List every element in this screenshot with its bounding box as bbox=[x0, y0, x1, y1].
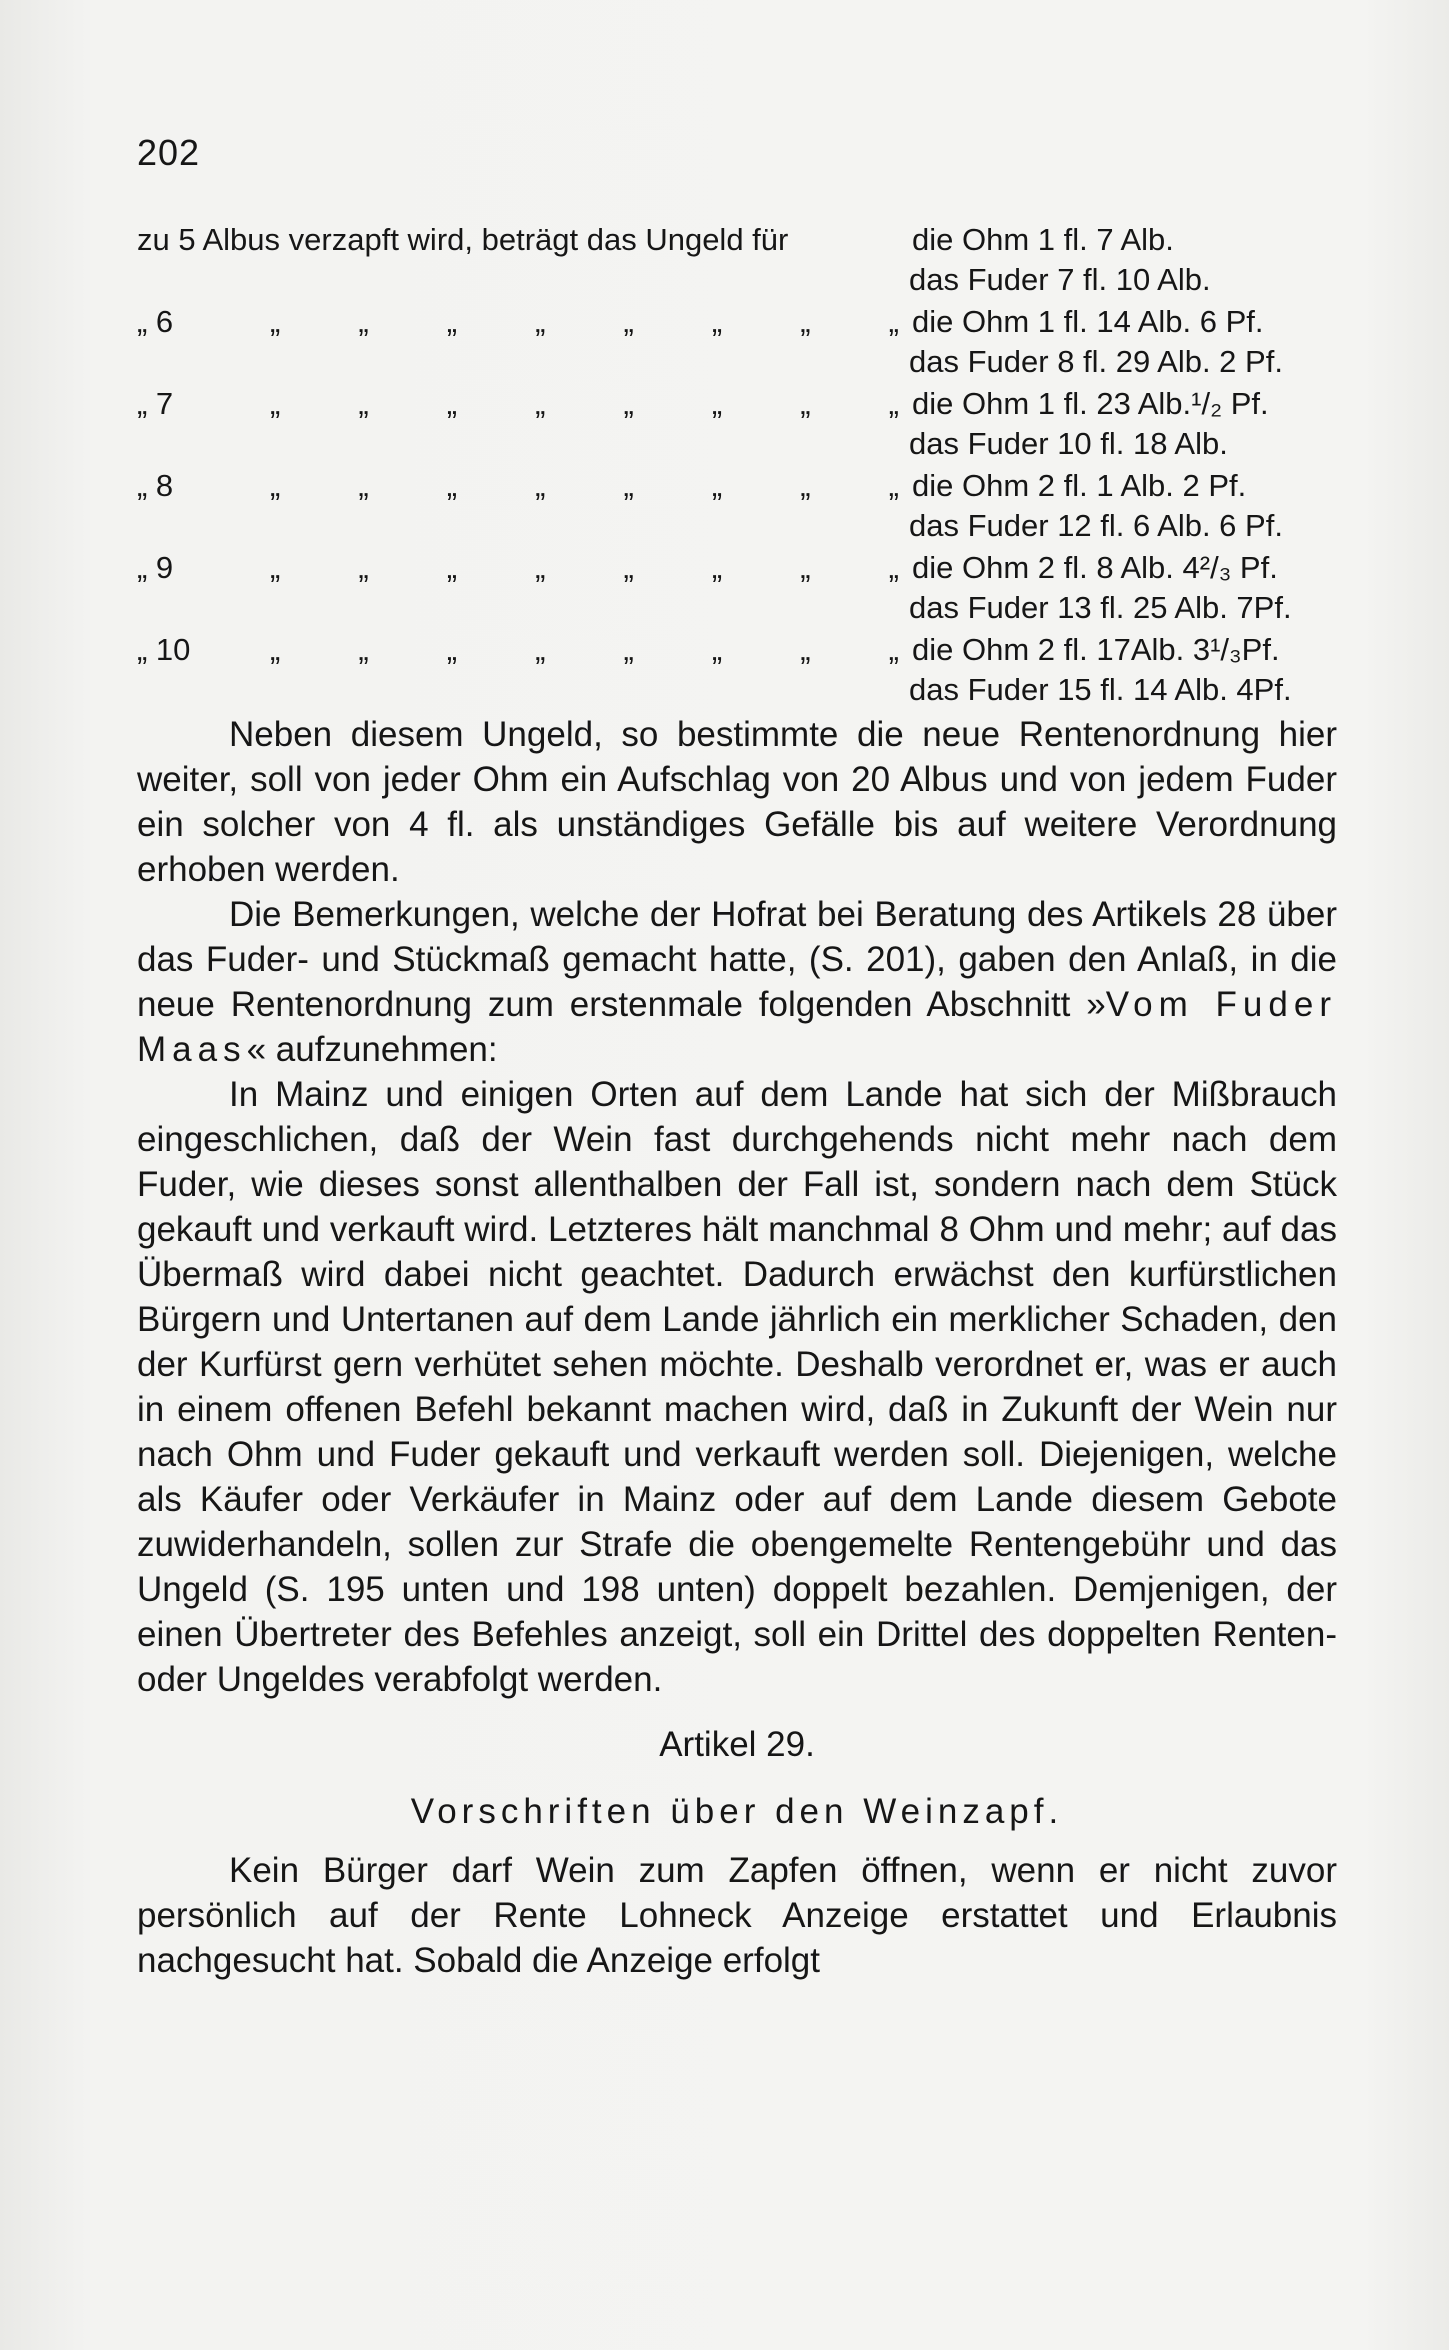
paragraph-surcharge: Neben diesem Ungeld, so bestimmte die neue Rentenordnung hier weiter, soll von jeder Ohm ein Aufschlag von 20 Albus und von jedem Fuder ein solcher von 4 fl. als unständiges Gefälle bis auf weitere Verordnung erhoben werden. bbox=[137, 715, 1337, 889]
paragraph-mainz-misuse: In Mainz und einigen Orten auf dem Lande hat sich der Mißbrauch eingeschlichen, daß der Wein fast durchgehends nicht mehr nach dem Fuder, wie dieses sonst allenthalben der Fall ist, sondern nach dem Stück gekauft und verkauft wird. Letzteres hält manchmal 8 Ohm und mehr; auf das Übermaß wird dabei nicht geachtet. Dadurch erwächst den kurfürstlichen Bürgern und Untertanen auf dem Lande jährlich ein merklicher Schaden, den der Kurfürst gern verhütet sehen möchte. Deshalb verordnet er, was er auch in einem offenen Befehl bekannt machen wird, daß in Zukunft der Wein nur nach Ohm und Fuder gekauft und verkauft werden soll. Diejenigen, welche als Käufer oder Verkäufer in Mainz oder auf dem Lande diesem Gebote zuwiderhandeln, sollen zur Strafe die obengemelte Rentengebühr und das Ungeld (S. 195 unten und 198 unten) doppelt bezahlen. Demjenigen, der einen Übertreter des Befehles anzeigt, soll ein Drittel des doppelten Renten- oder Ungeldes verabfolgt werden. bbox=[137, 1075, 1337, 1699]
fee-row-5-albus bbox=[137, 222, 1337, 304]
fee-ohm: die Ohm 2 fl. 17Alb. 3¹/₃Pf. bbox=[912, 632, 1280, 667]
fee-ohm: die Ohm 2 fl. 8 Alb. 4²/₃ Pf. bbox=[912, 550, 1278, 585]
fee-row-8-albus bbox=[137, 468, 1337, 550]
ditto-marks: „ 6 „ „ „ „ „ „ „ „ bbox=[137, 304, 899, 339]
fee-table bbox=[137, 222, 1337, 714]
fee-fuder: das Fuder 12 fl. 6 Alb. 6 Pf. bbox=[909, 508, 1283, 543]
ditto-marks: „ 10 „ „ „ „ „ „ „ „ bbox=[137, 632, 899, 667]
spaced-section-name: Vom Fuder Maas bbox=[137, 985, 1337, 1069]
fee-row-10-albus bbox=[137, 632, 1337, 714]
ditto-marks: „ 9 „ „ „ „ „ „ „ „ bbox=[137, 550, 899, 585]
ditto-marks: „ 8 „ „ „ „ „ „ „ „ bbox=[137, 468, 899, 503]
fee-row-9-albus bbox=[137, 550, 1337, 632]
paragraph-fuder-maas: Die Bemerkungen, welche der Hofrat bei Beratung des Artikels 28 über das Fuder- und Stückmaß gemacht hatte, (S. 201), gaben den Anlaß, in die neue Rentenordnung zum erstenmale folgenden Abschnitt »Vom Fuder Maas« aufzunehmen: bbox=[137, 895, 1337, 1069]
fee-fuder: das Fuder 10 fl. 18 Alb. bbox=[909, 426, 1228, 461]
fee-fuder: das Fuder 8 fl. 29 Alb. 2 Pf. bbox=[909, 344, 1283, 379]
fee-row-lead: zu 5 Albus verzapft wird, beträgt das Ungeld für bbox=[137, 222, 789, 257]
fee-row-7-albus bbox=[137, 386, 1337, 468]
fee-ohm: die Ohm 1 fl. 23 Alb.¹/₂ Pf. bbox=[912, 386, 1269, 421]
fee-fuder: das Fuder 13 fl. 25 Alb. 7Pf. bbox=[909, 590, 1292, 625]
article-heading: Artikel 29. bbox=[659, 1725, 815, 1764]
fee-ohm: die Ohm 2 fl. 1 Alb. 2 Pf. bbox=[912, 468, 1247, 503]
fee-fuder: das Fuder 15 fl. 14 Alb. 4Pf. bbox=[909, 672, 1292, 707]
paragraph-weinzapf: Kein Bürger darf Wein zum Zapfen öffnen, wenn er nicht zuvor persönlich auf der Rente Lohneck Anzeige erstattet und Erlaubnis nachgesucht hat. Sobald die Anzeige erfolgt bbox=[137, 1851, 1337, 1980]
body-text bbox=[137, 712, 1337, 1983]
fee-ohm: die Ohm 1 fl. 14 Alb. 6 Pf. bbox=[912, 304, 1264, 339]
ditto-marks: „ 7 „ „ „ „ „ „ „ „ bbox=[137, 386, 899, 421]
fee-ohm: die Ohm 1 fl. 7 Alb. bbox=[912, 222, 1174, 257]
section-title: Vorschriften über den Weinzapf. bbox=[410, 1792, 1064, 1831]
fee-fuder: das Fuder 7 fl. 10 Alb. bbox=[909, 262, 1211, 297]
page-number: 202 bbox=[137, 132, 201, 173]
fee-row-6-albus bbox=[137, 304, 1337, 386]
